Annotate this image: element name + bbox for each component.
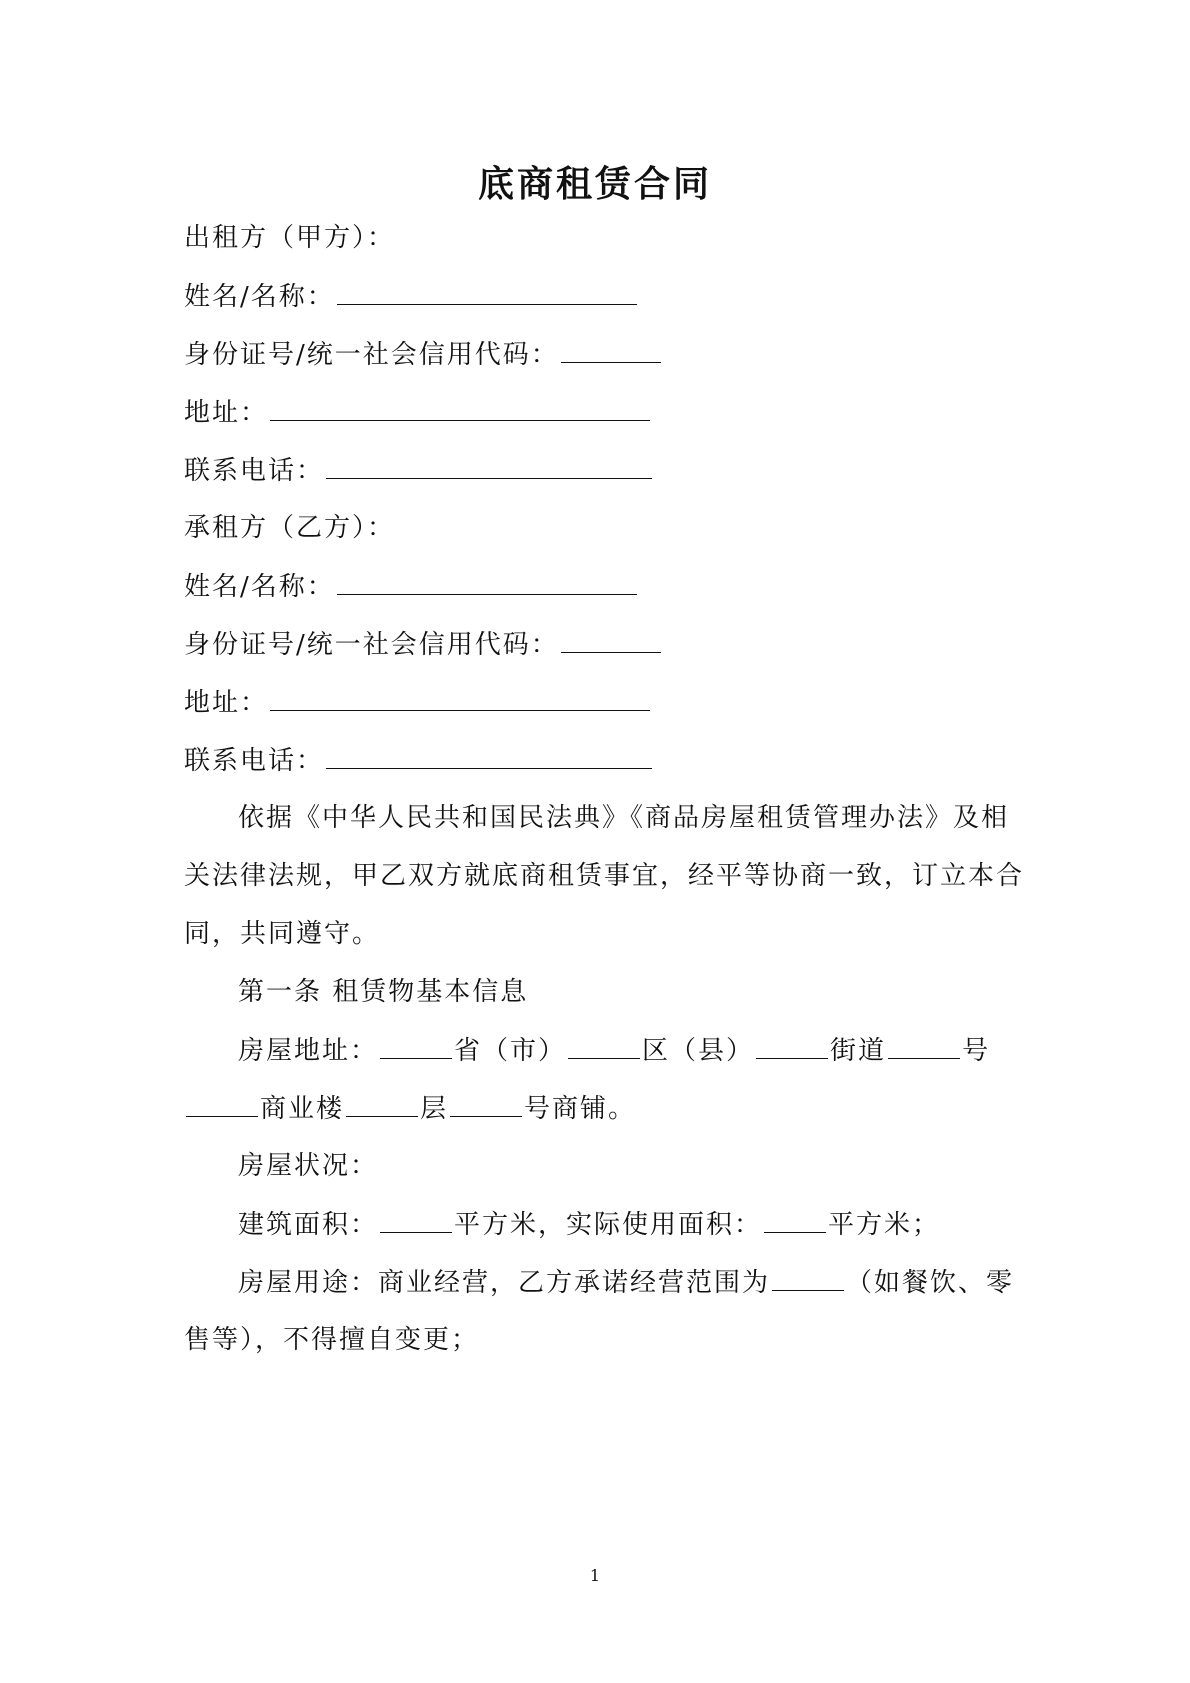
province-suffix: 省（市） [454,1036,567,1066]
party-b-phone-row [184,742,654,779]
street-blank[interactable] [756,1032,828,1059]
shop-number-blank[interactable] [450,1090,522,1117]
party-b-heading: 承租方（乙方）： [184,513,396,543]
usage-tail: （如餐饮、零 [846,1268,1015,1298]
party-b-name-row [184,568,639,605]
party-a-name-row [184,278,639,315]
party-a-name-label: 姓名/名称： [184,282,335,312]
preamble-line-3: 同，共同遵守。 [184,919,381,949]
premises-address-row-2 [184,1090,636,1127]
party-b-name-blank[interactable] [337,568,637,595]
party-a-id-blank[interactable] [561,336,661,363]
area-unit-1: 平方米，实际使用面积： [454,1210,763,1240]
article-1-heading: 第一条 租赁物基本信息 [238,977,529,1007]
street-number-blank[interactable] [888,1032,960,1059]
usable-area-blank[interactable] [764,1206,826,1233]
premises-address-label: 房屋地址： [238,1036,379,1066]
party-b-address-label: 地址： [184,688,269,718]
party-a-phone-blank[interactable] [326,452,652,479]
party-b-address-row [184,684,652,721]
building-suffix: 商业楼 [260,1094,345,1124]
usage-line-2: 售等），不得擅自变更； [184,1325,480,1355]
party-a-id-row [184,336,663,373]
preamble-line-1: 依据《中华人民共和国民法典》《商品房屋租赁管理办法》及相 [238,803,1010,833]
street-suffix: 街道 [830,1036,887,1066]
floor-blank[interactable] [346,1090,418,1117]
party-a-address-blank[interactable] [270,394,650,421]
number-suffix: 号 [962,1036,991,1066]
district-suffix: 区（县） [642,1036,755,1066]
party-a-phone-label: 联系电话： [184,456,325,486]
building-area-blank[interactable] [380,1206,452,1233]
party-b-id-row [184,626,663,663]
party-b-name-label: 姓名/名称： [184,572,335,602]
area-unit-2: 平方米； [828,1210,941,1240]
party-a-name-blank[interactable] [337,278,637,305]
preamble-line-2: 关法律法规，甲乙双方就底商租赁事宜，经平等协商一致，订立本合 [184,861,1025,891]
party-a-id-label: 身份证号/统一社会信用代码： [184,340,559,370]
party-b-address-blank[interactable] [270,684,650,711]
business-scope-blank[interactable] [772,1264,844,1291]
premises-address-row [238,1032,990,1069]
page-title: 底商租赁合同 [477,163,712,205]
province-blank[interactable] [380,1032,452,1059]
usage-row [238,1264,1014,1301]
party-b-id-blank[interactable] [561,626,661,653]
usage-label: 房屋用途：商业经营，乙方承诺经营范围为 [238,1268,771,1298]
district-blank[interactable] [568,1032,640,1059]
building-blank[interactable] [186,1090,258,1117]
floor-suffix: 层 [420,1094,449,1124]
area-label: 建筑面积： [238,1210,379,1240]
page-number: 1 [589,1566,601,1585]
party-a-heading: 出租方（甲方）： [184,223,396,253]
party-a-phone-row [184,452,654,489]
party-b-id-label: 身份证号/统一社会信用代码： [184,630,559,660]
party-b-phone-label: 联系电话： [184,746,325,776]
party-a-address-label: 地址： [184,398,269,428]
shop-suffix: 号商铺。 [524,1094,637,1124]
party-b-phone-blank[interactable] [326,742,652,769]
party-a-address-row [184,394,652,431]
area-row [238,1206,940,1243]
condition-label: 房屋状况： [238,1151,379,1181]
